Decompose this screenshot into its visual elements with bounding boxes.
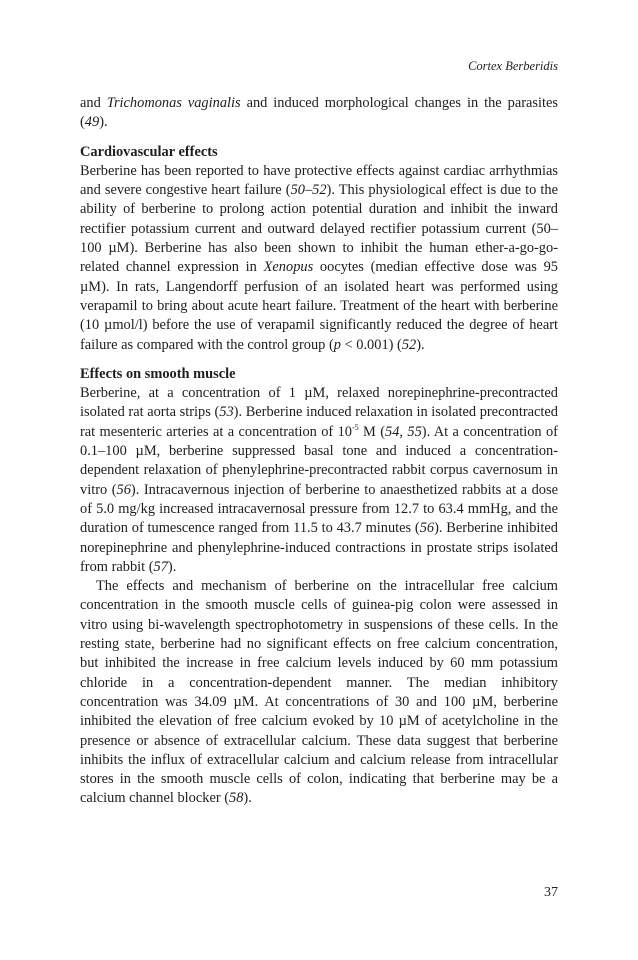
paragraph-smooth-muscle-1 xyxy=(80,384,558,577)
text-run: ). xyxy=(167,558,177,575)
text-run: ). xyxy=(99,114,108,131)
reference-number: 50–52 xyxy=(290,182,327,199)
paragraph-continuation xyxy=(80,94,558,133)
section-heading-smooth-muscle: Effects on smooth muscle xyxy=(80,365,236,382)
exponent: -5 xyxy=(351,422,359,432)
paragraph-cardiovascular xyxy=(80,162,558,355)
reference-number: 58 xyxy=(229,790,244,807)
text-run: ). Berberine inhibited norepinephrine and phenylephrine-induced contractions in prostate strips isolated from rabbit ( xyxy=(80,520,558,575)
reference-number: 53 xyxy=(219,404,234,421)
text-run: ). This physiological effect is due to the ability of berberine to prolong action potential duration and inhibit the inward rectifier potassium current and outward delayed rectifier potassium current (50–100 µM). Berberine has also been shown to inhibit the human ether-a-go-go-related channel expression in xyxy=(80,182,558,276)
text-run: and xyxy=(80,95,107,111)
text-run: ). Intracavernous injection of berberine to anaesthetized rabbits at a dose of 5.0 mg/kg increased intracavernosal pressure from 12.7 to 63.4 mmHg, and the duration of tumescence ranged from 11.5 to 43.7 minutes ( xyxy=(80,481,558,537)
page-number: 37 xyxy=(544,885,558,900)
reference-number: 56 xyxy=(116,481,131,498)
reference-number: 52 xyxy=(401,336,417,353)
running-head: Cortex Berberidis xyxy=(468,59,558,73)
reference-number: 54 xyxy=(385,423,400,440)
reference-number: 49 xyxy=(84,114,100,131)
species-name: Trichomonas vaginalis xyxy=(106,95,241,111)
text-run: ). xyxy=(243,790,252,807)
section-heading-cardiovascular: Cardiovascular effects xyxy=(80,143,218,160)
reference-number: 56 xyxy=(419,520,435,537)
body-text xyxy=(80,94,558,809)
text-run: The effects and mechanism of berberine on the intracellular free calcium concentration in the smooth muscle cells of guinea-pig colon were assessed in vitro using bi-wavelength spectrophotometry in suspensions of these cells. In the resting state, berberine had no significant effects on free calcium concentration, but inhibited the increase in free calcium levels induced by 60 mm potassium chloride in a concentration-dependent manner. The median inhibitory concentration was 34.09 µM. At concentrations of 30 and 100 µM, berberine inhibited the elevation of free calcium evoked by 10 µM of acetylcholine in the presence or absence of extracellular calcium. These data suggest that berberine inhibits the influx of extracellular calcium and calcium release from intracellular stores in the smooth muscle cells of colon, indicating that berberine may be a calcium channel blocker ( xyxy=(80,578,558,807)
p-value-symbol: p xyxy=(333,336,341,353)
genus-name: Xenopus xyxy=(263,259,314,276)
text-run: and induced morphological changes in the parasites ( xyxy=(80,95,558,131)
reference-number: 57 xyxy=(153,558,168,575)
text-run: oocytes (median effective dose was 95 µM). In rats, Langendorff perfusion of an isolated heart was performed using verapamil to bring about acute heart failure. Treatment of the heart with berberine (10 µmol/l) before the use of verapamil significantly reduced the degree of heart failure as compared with the control group ( xyxy=(80,259,558,353)
text-run: ). At a concentration of 0.1–100 µM, berberine suppressed basal tone and induced a concentration-dependent relaxation of phenylephrine-precontracted rabbit corpus cavernosum in vitro ( xyxy=(80,423,558,498)
paragraph-smooth-muscle-2 xyxy=(80,577,558,809)
text-run: ). Berberine induced relaxation in isolated precontracted rat mesenteric arteries at a concentration of 10 xyxy=(80,404,558,440)
text-run: M ( xyxy=(358,423,386,440)
text-run: Berberine, at a concentration of 1 µM, relaxed norepinephrine-precontracted isolated rat aorta strips ( xyxy=(80,385,558,421)
text-run: Berberine has been reported to have protective effects against cardiac arrhythmias and severe congestive heart failure ( xyxy=(80,162,558,199)
text-run: , xyxy=(399,423,408,440)
text-run: ). xyxy=(416,336,425,353)
text-run: < 0.001) ( xyxy=(340,336,402,353)
reference-number: 55 xyxy=(407,423,422,440)
